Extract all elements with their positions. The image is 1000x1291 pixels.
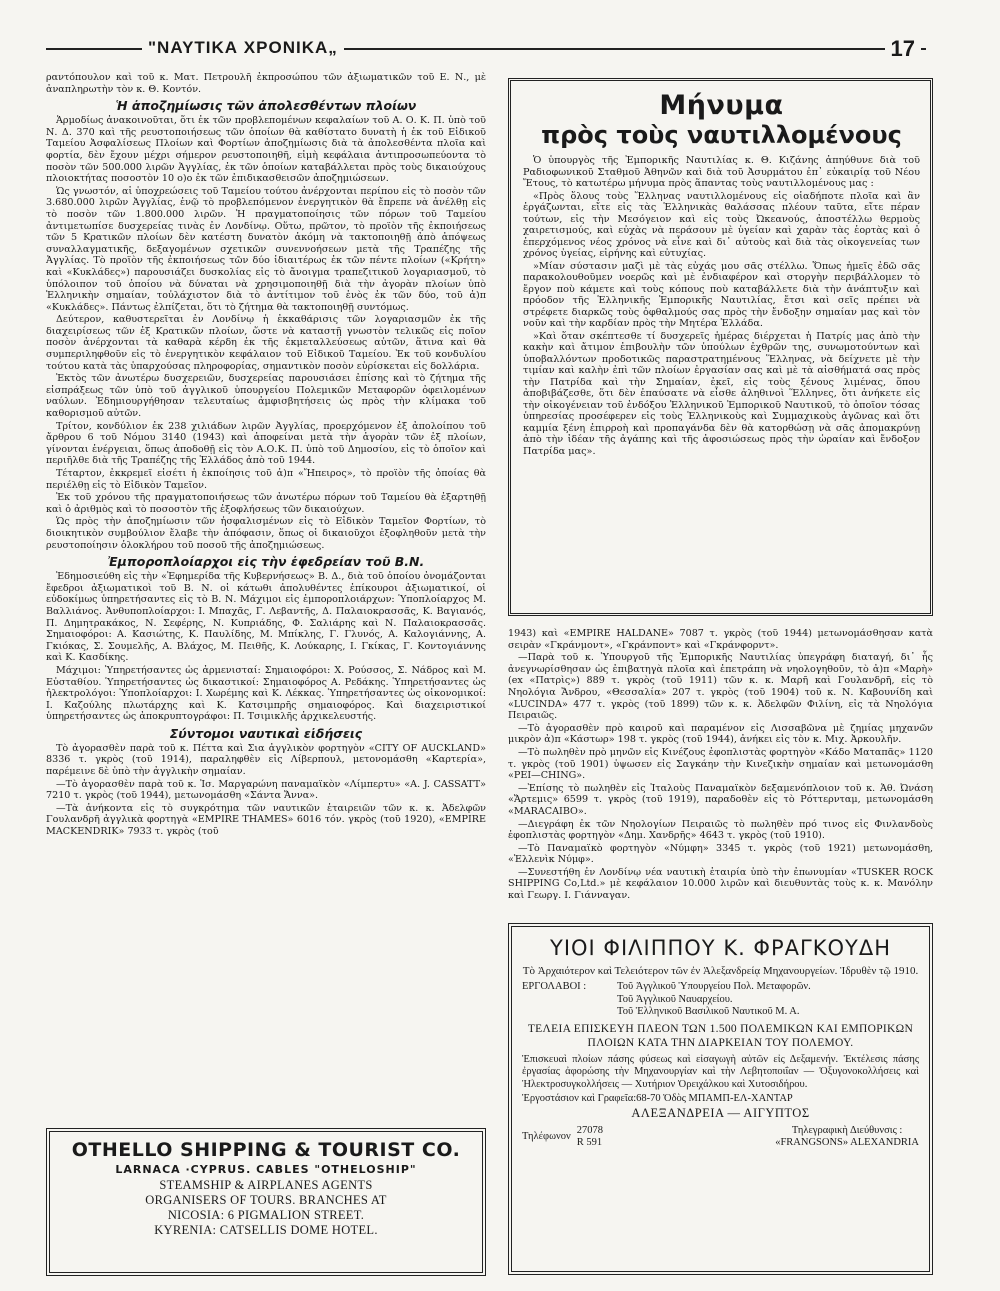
telegraph-address: «FRANGSONS» ALEXANDRIA <box>775 1137 919 1148</box>
newspaper-page <box>46 30 941 1280</box>
paragraph: Ὁ ὑπουργὸς τῆς Ἐμπορικῆς Ναυτιλίας κ. Θ. Κιζάνης ἀπηύθυνε διὰ τοῦ Ραδιοφωνικοῦ Σταθμοῦ Ἀθηνῶν καὶ διὰ τοῦ Ἀσυρμάτου ἐπ᾽ εὐκαιρίᾳ τοῦ Νέου Ἔτους, τὸ κατωτέρω μήνυμα πρὸς ἅπαντας τοὺς ναυτιλλομένους μας : <box>523 155 920 189</box>
phone-label: Τηλέφωνον <box>522 1130 571 1142</box>
left-column <box>46 72 486 839</box>
ad-city: ΑΛΕΞΑΝΔΡΕΙΑ — ΑΙΓΥΠΤΟΣ <box>631 1105 810 1120</box>
paragraph: Ἐκ τοῦ χρόνου τῆς πραγματοποιήσεως τῶν ἀνωτέρω πόρων τοῦ Ταμείου θὰ ἐξαρτηθῇ καὶ ὁ ἀριθμὸς καὶ τὸ ποσοστὸν τῆς ἐξοφλήσεως τῶν δικαιούχων. <box>46 492 486 515</box>
message-title: Μήνυμα <box>659 90 784 121</box>
paragraph: —Τὸ ἀγορασθὲν πρὸ καιροῦ καὶ παραμένον εἰς Λισσαβῶνα μὲ ζημίας μηχανῶν μικρὸν ἀ)π «Κάστωρ» 198 τ. γκρὸς (τοῦ 1944), ἀνήκει εἰς τὸν κ. Μιχ. Ἀρκουλῆν. <box>508 722 933 746</box>
ad-contractors <box>522 981 919 1019</box>
ad-company-name: ΥΙΟΙ ΦΙΛΙΠΠΟΥ Κ. ΦΡΑΓΚΟΥΔΗ <box>550 936 891 960</box>
paragraph: Τρίτον, κονδύλιον ἐκ 238 χιλιάδων λιρῶν Ἀγγλίας, προερχόμενον ἐξ ἀπολοίπου τοῦ ἄρθρου 6 τοῦ Νόμου 3140 (1943) καὶ ἀποφείναι μετὰ τὴν ἀγορὰν τῶν ἐξ πλοίων, γίνονται ἐνέργειαι, ὅπως ἀποδοθῇ εἰς τὸν Α.Ο.Κ. Π. ὑπὸ τοῦ Δημοσίου, εἰς τὸ ὁποῖον καὶ περιῆλθε διὰ τῆς Τραπέζης τῆς Ἑλλάδος ἀπὸ τοῦ 1944. <box>46 420 486 467</box>
paragraph: —Τὸ Παναμαϊκὸ φορτηγὸν «Νύμφη» 3345 τ. γκρὸς (τοῦ 1921) μετωνομάσθη, «Ἑλλενὶκ Νύμφ». <box>508 842 933 866</box>
paragraph: —Διεγράφη ἐκ τῶν Νηολογίων Πειραιῶς τὸ πωληθὲν πρό τινος εἰς Φινλανδοὺς ἐφοπλιστὰς φορτηγὸν «Δημ. Χανδρῆς» 4643 τ. γκρὸς (τοῦ 1910). <box>508 818 933 842</box>
ad-factory-address: Ἐργοστάσιον καὶ Γραφεῖα:68-70 Ὁδὸς ΜΠΑΜΠ-ΕΛ-ΧΑΝΤΑΡ <box>522 1093 793 1104</box>
paragraph: Ἁρμοδίως ἀνακοινοῦται, ὅτι ἐκ τῶν προβλεπομένων κεφαλαίων τοῦ Α. Ο. Κ. Π. ὑπὸ τοῦ Ν. Δ. 370 καὶ τῆς ρευστοποιήσεως τῶν ὁποίων θὰ καθίστατο δυνατὴ ἡ ἐκ τοῦ Εἰδικοῦ Ταμείου Ἀσφαλίσεως Πλοίων καὶ Φορτίων ἀποζημίωσις διὰ τὰ ἀπολεσθέντα πλοῖα καὶ φορτία, δὲν ἔχουν μέχρι σήμερον ρευστοποιηθῆ, εἰμὴ κεφάλαια ἀντιπροσωπεύοντα τὸ ποσὸν τῶν 500.000 λιρῶν Ἀγγλίας, ἐκ τῶν ὁποίων καταβάλλεται πρὸς τοὺς δικαιούχους πλοιοκτήτας ποσοστὸν 10 ο)ο ἐκ τῶν ἐπιδικασθεισῶν ἀποζημιώσεων. <box>46 115 486 185</box>
advertisement-othello <box>46 1128 486 1276</box>
message-subtitle: πρὸς τοὺς ναυτιλλομένους <box>541 121 902 149</box>
paragraph: »Καὶ ὅταν σκέπτεσθε τί δυσχερεῖς ἡμέρας διέρχεται ἡ Πατρίς μας ἀπὸ τὴν κακὴν καὶ ἄτιμον ἐπιβουλὴν τῶν ὑπούλων ἐχθρῶν της, συνωμοτούντων καὶ ὑποβαλλόντων προδοτικῶς παραστρατημένους Ἕλληνας, νὰ δείχνετε μὲ τὴν τιμίαν καὶ καλὴν ἐπὶ τῶν πλοίων ἐργασίαν σας καὶ μὲ τὰ αἰσθήματά σας πρὸς τὴν Πατρίδα καὶ τὴν Σημαίαν, ἐκεῖ, εἰς τοὺς ξένους λιμένας, ὅπου ἀποβιβάζεσθε, ὅτι δὲν ἐπαύσατε νὰ εἶσθε ἀληθινοὶ Ἕλληνες, ὅτι ἀνήκετε εἰς τὴν οἰκογένειαν τοῦ ἐνδόξου Ἑλληνικοῦ Ἐμπορικοῦ Ναυτικοῦ, τὸ ὁποῖον τόσας ὑπηρεσίας προσέφερεν εἰς τοὺς Ἑλληνικοὺς καὶ Συμμαχικοὺς ἀγῶνας καὶ ὅτι καμμία ξένη ἐπιρροὴ καὶ προπαγάνδα δὲν θὰ κατορθώσῃ νὰ σᾶς ἀπομακρύνῃ ἀπὸ τὴν ἰδέαν τῆς ἀγάπης καὶ τῆς ἀφοσιώσεως πρὸς τὴν ὡραίαν καὶ ἔνδοξον Πατρίδα μας». <box>523 330 920 457</box>
heading-merchant-captains: Ἐμποροπλοίαρχοι εἰς τὴν ἐφεδρείαν τοῦ Β.Ν. <box>107 554 425 570</box>
paragraph: ραντόπουλον καὶ τοῦ κ. Ματ. Πετρουλῆ ἐκπροσώπου τῶν ἀξιωματικῶν τοῦ Ε. Ν., μὲ ἀναπληρωτὴν τὸν κ. Θ. Κοντόν. <box>46 72 486 95</box>
phone-number: R 591 <box>576 1137 603 1148</box>
ad-line: STEAMSHIP & AIRPLANES AGENTS <box>159 1178 373 1192</box>
paragraph: Τέταρτον, ἐκκρεμεῖ εἰσέτι ἡ ἐκποίησις τοῦ ἀ)π «Ἤπειρος», τὸ προϊὸν τῆς ὁποίας θὰ περιέλθῃ εἰς τὸ Εἰδικὸν Ταμεῖον. <box>46 468 486 491</box>
right-column <box>508 628 933 903</box>
paragraph: —Ἐπίσης τὸ πωληθὲν εἰς Ἰταλοὺς Παναμαϊκὸν δεξαμενόπλοιον τοῦ κ. Ἀθ. Ὠνάση «Ἄρτεμις» 6599 τ. γκρὸς (τοῦ 1919), παραδοθὲν εἰς τὸ Ρόττερνταμ, μετωνομάσθη «MARACAIBO». <box>508 782 933 817</box>
ad-description: Ἐπισκευαὶ πλοίων πάσης φύσεως καὶ εἰσαγωγὴ αὐτῶν εἰς Δεξαμενήν. Ἐκτέλεσις πάσης ἐργασίας ἀφορώσης τὴν Μηχανουργίαν καὶ τὴν Λεβητοποιΐαν — Ὀξυγονοκολλήσεις καὶ Ἠλεκτροσυγκολλήσεις — Χυτήριον Ὀρειχάλκου καὶ Χυτοσιδήρου. <box>522 1053 919 1090</box>
advertisement-fragkoudi <box>508 923 933 1275</box>
paragraph: —Τὸ πωληθὲν πρὸ μηνῶν εἰς Κινέζους ἐφοπλιστὰς φορτηγὸν «Κάδο Ματαπᾶς» 1120 τ. γκρὸς (τοῦ 1901) ὑψωσεν εἰς Σαγκάην τὴν Κινεζικὴν σημαίαν καὶ μετωνομάσθη «PEI—CHING». <box>508 746 933 782</box>
masthead <box>46 38 941 60</box>
ad-line: NICOSIA: 6 PIGMALION STREET. <box>167 1208 365 1222</box>
paragraph: —Τὰ ἀνήκοντα εἰς τὸ συγκρότημα τῶν ναυτικῶν ἑταιρειῶν τῶν κ. κ. Ἀδελφῶν Γουλανδρῆ ἀγγλικὰ φορτηγὰ «EMPIRE THAMES» 6016 τόν. γκρὸς (τοῦ 1920), «EMPIRE MACKENDRIK» 7933 τ. γκρὸς (τοῦ <box>46 802 486 838</box>
ad-line: Τοῦ Ἑλληνικοῦ Βασιλικοῦ Ναυτικοῦ Μ. Α. <box>617 1006 800 1017</box>
newspaper-title: "ΝΑΥΤΙΚΑ ΧΡΟΝΙΚΑ„ <box>142 38 344 58</box>
paragraph: Ἐκτὸς τῶν ἀνωτέρω δυσχερειῶν, δυσχερείας παρουσιάσει ἐπίσης καὶ τὸ ζήτημα τῆς εἰσπράξεως τῶν ὑπὸ τοῦ ἀγγλικοῦ ὑπουργείου Πολεμικῶν Μεταφορῶν ὀφειλομένων ναύλων. Ἐδημιουργήθησαν τελευταίως ἀμφισβητήσεις ὡς πρὸς τὴν κλίμακα τοῦ καθορισμοῦ αὐτῶν. <box>46 373 486 420</box>
ad-line: KYRENIA: CATSELLIS DOME HOTEL. <box>154 1223 378 1237</box>
heading-short-news: Σύντομοι ναυτικαὶ εἰδήσεις <box>169 725 363 741</box>
paragraph: Δεύτερον, καθυστερεῖται ἐν Λονδίνῳ ἡ ἐκκαθάρισις τῶν λογαριασμῶν ἐκ τῆς διαχειρίσεως τῶν ἐξ Κρατικῶν πλοίων, ὥστε νὰ καταστῇ γνωστὸν τελικῶς εἰς ποῖον ποσὸν ἀνέρχονται τὰ καθαρὰ κέρδη ἐκ τῆς ἐκμεταλλεύσεως αὐτῶν, ἅτινα καὶ θὰ συμπεριληφθοῦν εἰς τὸ ἐνεργητικὸν κεφάλαιον τοῦ Εἰδικοῦ Ταμείου. Ἐκ τοῦ κονδυλίου τούτου κατὰ τὰς ὑπαρχούσας πληροφορίας, σημαντικὸν ποσὸν εὑρίσκεται εἰς δολλάρια. <box>46 314 486 372</box>
paragraph: Ὡς πρὸς τὴν ἀποζημίωσιν τῶν ἠσφαλισμένων εἰς τὸ Εἰδικὸν Ταμεῖον Φορτίων, τὸ διοικητικὸν συμβούλιον ἔλαβε τὴν ἀπόφασιν, ὅπως οἱ δικαιοῦχοι ἐξοφληθοῦν μετὰ τὴν ρευστοποίησιν ὁλοκλήρου τοῦ ποσοῦ τῆς ἀποζημιώσεως. <box>46 516 486 551</box>
telegraph-label: Τηλεγραφικὴ Διεύθυνσις : <box>791 1124 903 1136</box>
ad-repair-claim: ΤΕΛΕΙΑ ΕΠΙΣΚΕΥΗ ΠΛΕΟΝ ΤΩΝ 1.500 ΠΟΛΕΜΙΚΩΝ ΚΑΙ ΕΜΠΟΡΙΚΩΝ ΠΛΟΙΩΝ ΚΑΤΑ ΤΗΝ ΔΙΑΡΚΕΙΑΝ ΤΟΥ ΠΟΛΕΜΟΥ. <box>527 1022 914 1049</box>
paragraph: —Τὸ ἀγορασθὲν παρὰ τοῦ κ. Ἰσ. Μαργαρώνη παναμαϊκὸν «Λίμπερτυ» «A. J. CASSATT» 7210 τ. γκρὸς (τοῦ 1944), μετωνομάσθη «Σάντα Ἄννα». <box>46 778 486 802</box>
ad-location-cables: LARNACA ·CYPRUS. CABLES "OTHELOSHIP" <box>115 1163 417 1176</box>
paragraph: »Μίαν σύστασιν μαζὶ μὲ τὰς εὐχάς μου σᾶς στέλλω. Ὅπως ἡμεῖς ἐδῶ σᾶς παρακολουθοῦμεν νοερῶς καὶ μὲ ἐνδιαφέρον καὶ στοργὴν περιβάλλομεν τὸ ἔργον ποὺ κάμετε καὶ τοὺς κόπους ποὺ καταβάλλετε διὰ τὴν ἀνάπτυξιν καὶ πρόοδον τῆς Ἑλληνικῆς Ἐμπορικῆς Ναυτιλίας, ἔτσι καὶ σεῖς πρέπει νὰ στρέφετε διαρκῶς τοὺς ὀφθαλμούς σας πρὸς τὴν ἔνδοξην σημαίαν μας καὶ τὸν νοῦν καὶ τὴν καρδίαν πρὸς τὴν Μητέρα Ἑλλάδα. <box>523 260 920 329</box>
page-number: 17 <box>885 36 921 62</box>
ad-line: Τοῦ Ἀγγλικοῦ Ὑπουργείου Πολ. Μεταφορῶν. <box>617 981 811 992</box>
phone-number: 27078 <box>576 1124 603 1136</box>
paragraph: —Παρὰ τοῦ κ. Ὑπουργοῦ τῆς Ἐμπορικῆς Ναυτιλίας ὑπεγράφη διαταγή, δι᾽ ἧς ἀνεγνωρίσθησαν ὡς ἐπιβατηγὰ πλοῖα καὶ ἐπετράπη νὰ νηολογηθοῦν, τὸ ἀ)π «Μαρὴ» (ex «Πατρὶς») 889 τ. γκρὸς (τοῦ 1911) τῶν κ. κ. Μαρῆ καὶ Γουλανδρῆ, εἰς τὸ Νηολόγια Ἄνδρου, «Θεσσαλία» 207 τ. γκρὸς (τοῦ 1904) τοῦ κ. Ν. Καβουνίδη καὶ «LUCINDA» 477 τ. γκρὸς (τοῦ 1899) τῶν κ. κ. Ἀδελφῶν Φιλίνη, εἰς τὰ Νηολόγια Πειραιῶς. <box>508 652 933 722</box>
ad-contacts <box>522 1125 919 1150</box>
message-body <box>523 155 920 457</box>
heading-ship-compensation: Ἡ ἀποζημίωσις τῶν ἀπολεσθέντων πλοίων <box>115 98 417 114</box>
ad-line: Τὸ Ἀρχαιότερον καὶ Τελειότερον τῶν ἐν Ἀλεξανδρείᾳ Μηχανουργείων. Ἱδρυθὲν τῷ 1910. <box>522 965 919 977</box>
paragraph: Ἐδημοσιεύθη εἰς τὴν «Ἐφημερίδα τῆς Κυβερνήσεως» Β. Δ., διὰ τοῦ ὁποίου ὀνομάζονται ἔφεδροι ἀξιωματικοὶ τοῦ Β. Ν. οἱ κάτωθι ἀπολυθέντες ἐπίκουροι ἀξιωματικοί, οἱ εὐδοκίμως ὑπηρετήσαντες εἰς τὸ Β. Ν. Μάχιμοι εἰς ἐμποροπλοιάρχων: Ὑποπλοίαρχος Μ. Βαλλιάνος. Ἀνθυποπλοίαρχοι: Ι. Μπαχᾶς, Γ. Λεβαντῆς, Δ. Παλαιοκρασσᾶς, Κ. Βαγιανός, Π. Δημητρακάκος, Ν. Σεφέρης, Ν. Κυπριάδης, Φ. Σαλιάρης καὶ Ν. Παλαιοκρασσᾶς. Σημαιοφόροι: Α. Κασιώτης, Κ. Παυλίδης, Μ. Μπίκλης, Γ. Γλυνός, Α. Καλογιάννης, Α. Γκιόκας, Σ. Σουμελῆς, Α. Βλάχος, Μ. Πειθῆς, Κ. Λούκαρης, Ι. Γκίκας, Γ. Κοντογιάννης καὶ Κ. Κασδίκης. <box>46 571 486 664</box>
ad-company-name: OTHELLO SHIPPING & TOURIST CO. <box>71 1139 461 1161</box>
ad-line: ORGANISERS OF TOURS. BRANCHES AT <box>145 1193 387 1207</box>
paragraph: Μάχιμοι: Ὑπηρετήσαντες ὡς ἀρμενισταί: Σημαιοφόροι: Χ. Ρούσσος, Σ. Νάδρος καὶ Μ. Εὐσταθίου. Ὑπηρετήσαντες ὡς δικαστικοί: Σημαιοφόρος Α. Ρεδάκης. Ὑπηρετήσαντες ὡς ἠλεκτρολόγοι: Ὑποπλοίαρχοι: Ι. Χωρέμης καὶ Κ. Λέκκας. Ὑπηρετήσαντες ὡς οἰκονομικοί: Ι. Καζούλης πλωτάρχης καὶ Κ. Κατσιμπρῆς σημαιοφόρος. Καὶ διαχειριστικοί ὑπηρετήσαντες ὡς ἀποκρυπτογράφοι: Π. Τσιμικλῆς ἀρχικελευστής. <box>46 664 486 723</box>
paragraph: «Πρὸς ὅλους τοὺς Ἕλληνας ναυτιλλομένους εἰς οἱαδήποτε πλοῖα καὶ ἂν ἐργάζωνται, εἴτε εἰς τὰς Ἑλληνικὰς θαλάσσας πλέουν ταῦτα, εἴτε πέραν τούτων, εἰς τὴν Μεσόγειον καὶ εἰς τοὺς Ὠκεανούς, ἀποστέλλω θερμοὺς χαιρετισμούς, καὶ εὐχὰς νὰ περάσουν μὲ ὑγείαν καὶ χαρὰν τὰς ἑορτὰς καὶ ὁ ἐπερχόμενος νέος χρόνος νὰ εἶνε καὶ δι᾽ αὐτοὺς καὶ διὰ τὰς οἰκογενείας των χρόνος ὑγείας, εἰρήνης καὶ εὐτυχίας. <box>523 190 920 259</box>
ad-contractors-label: ΕΡΓΟΛΑΒΟΙ : <box>522 981 587 992</box>
paragraph: Ὡς γνωστόν, αἱ ὑποχρεώσεις τοῦ Ταμείου τούτου ἀνέρχονται περίπου εἰς τὸ ποσὸν τῶν 3.680.000 λιρῶν Ἀγγλίας, ἐνῷ τὸ προβλεπόμενον ἐνεργητικὸν θὰ ἔπρεπε νὰ ἀνέλθῃ εἰς τὸ ποσὸν τῶν 1.800.000 λιρῶν. Ἡ πραγματοποίησις τῶν πόρων τοῦ Ταμείου ἀντιμετωπίσε δυσχερείας τινὰς ἐν Λονδίνῳ. Οὕτω, πρῶτον, τὸ προϊὸν τῆς ἐκποιήσεως τῶν 5 Κρατικῶν πλοίων δὲν κατέστη δυνατὸν ἀκόμη νὰ τακτοποιηθῇ ἀπὸ ἀπόψεως συναλλαγματικῆς, δεξαγομένων σχετικῶν συνεννοήσεων μετὰ τῆς Τραπέζης τῆς Ἀγγλίας. Τὸ προϊὸν τῆς ἐκποιήσεως τῶν δύο ἰδιαιτέρως ἐκ τῶν πέντε πλοίων («Κρήτη» καὶ «Κυκλάδες») παρουσιάζει δυσκολίας εἰς τὸ ἄνοιγμα τραπεζιτικοῦ λογαριασμοῦ, τὸ ὑπόλοιπον τοῦ ὁποίου νὰ δύναται νὰ χρησιμοποιηθῇ διὰ τὴν ἀγορὰν πλοίων ὑπὸ Ἑλληνικὴν σημαίαν, τοὐλάχιστον διὰ τὸ ἀντίτιμον τοῦ ἑνὸς ἐκ τῶν δύο, τοῦ ἀ)π «Κυκλάδες». Πάντως ἐλπίζεται, ὅτι τὸ ζήτημα θὰ τακτοποιηθῇ συντόμως. <box>46 185 486 313</box>
paragraph: 1943) καὶ «EMPIRE HALDANE» 7087 τ. γκρὸς (τοῦ 1944) μετωνομάσθησαν κατὰ σειρὰν «Γκράνμοντ», «Γκράνποντ» καὶ «Γκράνφορντ». <box>508 628 933 651</box>
paragraph: Τὸ ἀγορασθὲν παρὰ τοῦ κ. Πέττα καὶ Σια ἀγγλικὸν φορτηγὸν «CITY OF AUCKLAND» 8336 τ. γκρὸς (τοῦ 1914), παραληφθὲν εἰς Λίβερπουλ, μετονομάσθη «Καρτερία», παρέμεινε δὲ ὑπὸ τὴν ἀγγλικὴν σημαίαν. <box>46 742 486 778</box>
paragraph: —Συνεστήθη ἐν Λονδίνῳ νέα ναυτικὴ ἑταιρία ὑπὸ τὴν ἐπωνυμίαν «TUSKER ROCK SHIPPING Co,Ltd.» μὲ κεφάλαιον 10.000 λιρῶν καὶ διευθυντὰς τοὺς κ. κ. Μανόλην καὶ Γεωργ. Ι. Γιάνναγαν. <box>508 866 933 902</box>
message-box <box>508 78 933 616</box>
ad-line: Τοῦ Ἀγγλικοῦ Ναυαρχείου. <box>617 993 733 1005</box>
